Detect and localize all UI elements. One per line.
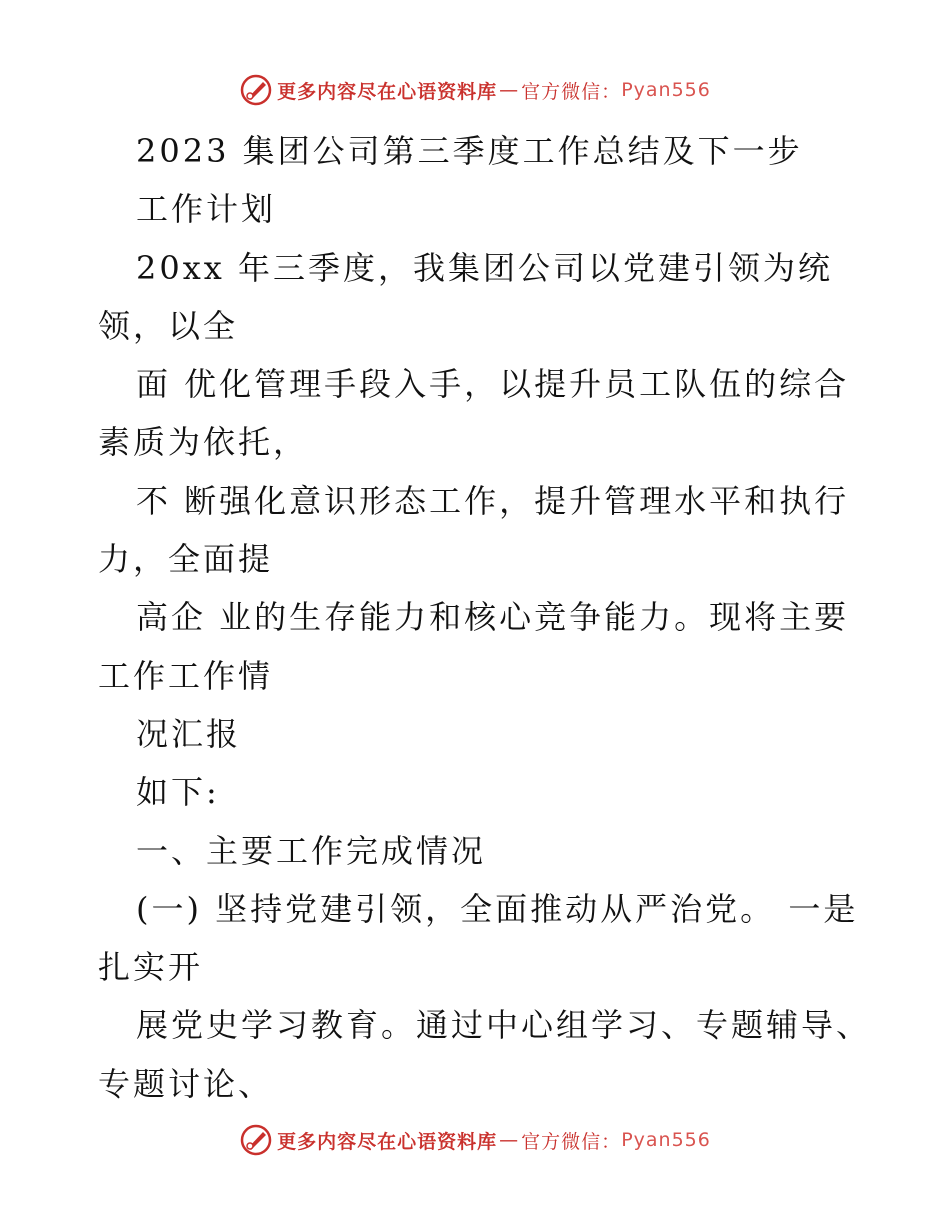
text-line: 20xx 年三季度，我集团公司以党建引领为统 xyxy=(136,248,833,287)
text-line: 领，以全 xyxy=(98,306,239,345)
watermark-official: 官方微信： xyxy=(521,1130,622,1153)
text-line: 专题讨论、 xyxy=(98,1064,274,1103)
watermark-handle: Pyan556 xyxy=(621,1129,711,1151)
quill-seal-icon xyxy=(239,1123,273,1157)
watermark-footer xyxy=(0,1120,950,1160)
watermark-dash: — xyxy=(499,1129,520,1151)
document-body xyxy=(98,122,872,1113)
text-line: 展党史学习教育。通过中心组学习、专题辅导、 xyxy=(136,1006,872,1045)
watermark-text: 更多内容尽在心语资料库 xyxy=(277,1130,498,1153)
text-line: 工作工作情 xyxy=(98,656,274,695)
text-line: 扎实开 xyxy=(98,948,204,987)
text-line: (一) 坚持党建引领，全面推动从严治党。 一是 xyxy=(136,889,859,928)
text-line: 况汇报 xyxy=(136,714,242,753)
watermark-handle: Pyan556 xyxy=(621,79,711,101)
watermark-text: 更多内容尽在心语资料库 xyxy=(277,80,498,103)
text-line: 素质为依托， xyxy=(98,423,309,462)
text-line: 2023 集团公司第三季度工作总结及下一步 xyxy=(136,132,803,170)
text-line: 不 断强化意识形态工作，提升管理水平和执行 xyxy=(136,481,850,520)
text-line: 如下: xyxy=(136,773,220,812)
watermark-dash: — xyxy=(499,79,520,101)
quill-seal-icon xyxy=(239,73,273,107)
watermark-official: 官方微信： xyxy=(521,80,622,103)
watermark-header xyxy=(0,70,950,110)
text-line: 工作计划 xyxy=(136,190,277,229)
section-heading: 一、主要工作完成情况 xyxy=(136,831,487,870)
text-line: 高企 业的生存能力和核心竞争能力。现将主要 xyxy=(136,598,850,637)
text-line: 面 优化管理手段入手，以提升员工队伍的综合 xyxy=(136,365,850,404)
text-line: 力，全面提 xyxy=(98,540,274,579)
